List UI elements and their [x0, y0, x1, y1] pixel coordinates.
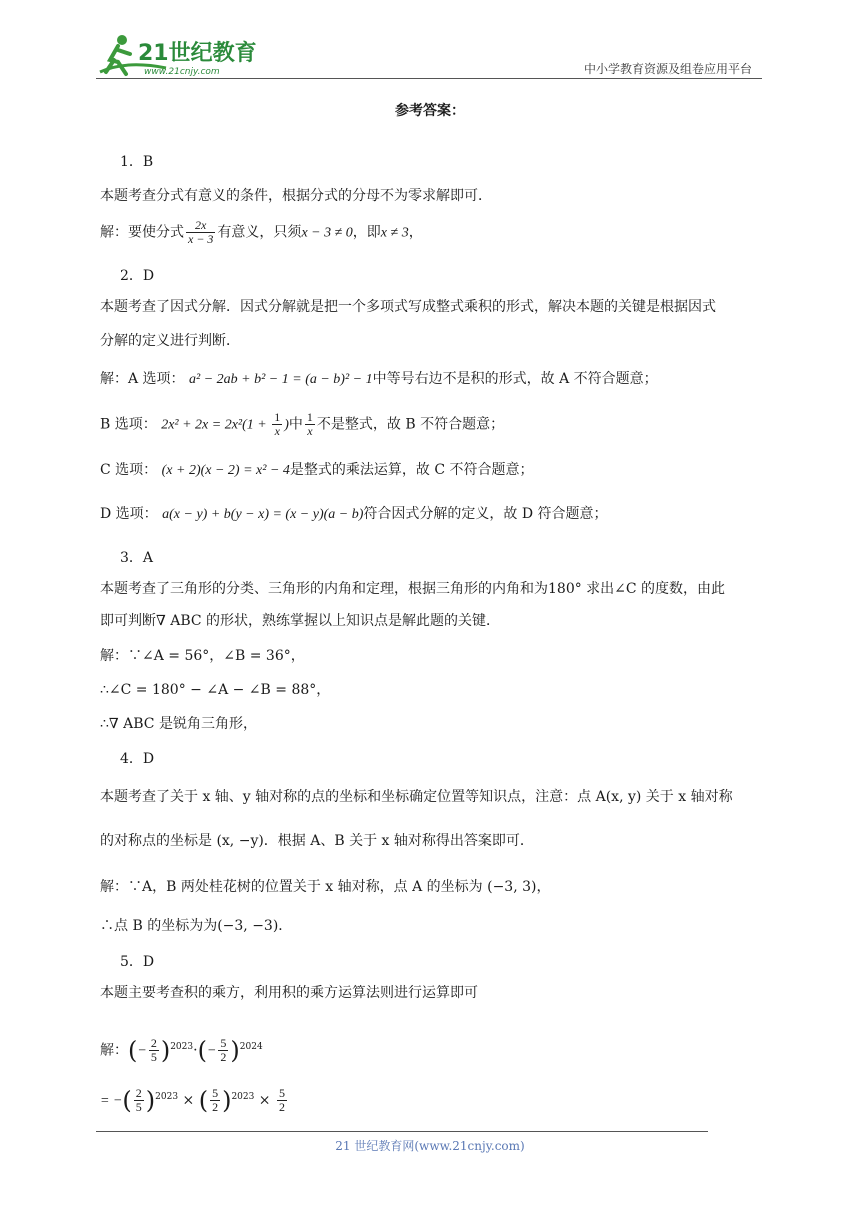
- q3-step3: ∴∇ ABC 是锐角三角形，: [100, 716, 257, 732]
- q2-option-b: [100, 411, 504, 438]
- q4-step2: ∴点 B 的坐标为为(−3, −3)．: [100, 918, 293, 934]
- page-footer: 21 世纪教育网(www.21cnjy.com): [335, 1139, 525, 1153]
- q5-exponent-2: 2024: [239, 1042, 263, 1052]
- q1-fraction-numerator: 2x: [186, 219, 215, 233]
- q5-exponent-3: 2023: [155, 1092, 179, 1102]
- q5-step1-prefix: 解：: [100, 1042, 128, 1059]
- q1-solution-prefix: 解：要使分式: [100, 224, 184, 241]
- q1-solution-mid: 有意义，只须: [217, 224, 302, 241]
- platform-name: 中小学教育资源及组卷应用平台: [583, 62, 752, 76]
- q4-step1: 解：∵A，B 两处桂花树的位置关于 x 轴对称，点 A 的坐标为 (−3, 3)，: [100, 879, 551, 895]
- q2-description-line2: 分解的定义进行判断．: [100, 333, 240, 349]
- q1-result: x ≠ 3: [380, 225, 409, 241]
- footer-divider: [96, 1131, 708, 1132]
- q2-number: 2．D: [120, 268, 155, 284]
- q2-option-d-label: D 选项：: [100, 506, 158, 522]
- q2-option-b-fraction: $\frac{1}{x}$: [274, 410, 281, 438]
- logo-text: 21世纪教育: [138, 41, 257, 66]
- q2-option-c-text: 是整式的乘法运算，故 C 不符合题意；: [289, 462, 534, 478]
- q2-option-c-label: C 选项：: [100, 462, 158, 478]
- q1-fraction-denominator: x − 3: [188, 232, 214, 246]
- q5-number: 5．D: [120, 954, 155, 970]
- q4-description-line2: 的对称点的坐标是 (x, −y)．根据 A、B 关于 x 轴对称得出答案即可．: [100, 833, 534, 849]
- page-title: 参考答案：: [395, 103, 465, 119]
- q2-option-a-text: 中等号右边不是积的形式，故 A 不符合题意；: [372, 371, 658, 387]
- q2-option-d: [100, 503, 608, 526]
- q3-step1: 解：∵∠A = 56°，∠B = 36°，: [100, 648, 305, 664]
- q5-description: 本题主要考查积的乘方，利用积的乘方运算法则进行运算即可: [100, 985, 478, 1001]
- q3-description-line2: 即可判断∇ ABC 的形状，熟练掌握以上知识点是解此题的关键．: [100, 613, 501, 629]
- q2-option-b-expression-right: ): [284, 417, 289, 433]
- logo-url: www.21cnjy.com: [144, 67, 220, 77]
- q2-option-c-expression: (x + 2)(x − 2) = x² − 4: [161, 463, 290, 478]
- q2-option-a: [100, 368, 658, 391]
- q5-fraction-e: $\frac{5}{2}$: [279, 1086, 285, 1115]
- q3-step2: ∴∠C = 180° − ∠A − ∠B = 88°，: [100, 682, 331, 698]
- q5-fraction-b: $\frac{5}{2}$: [220, 1036, 227, 1065]
- q1-solution-end: ，: [408, 224, 423, 241]
- q5-fraction-a: $\frac{2}{5}$: [150, 1036, 157, 1065]
- q2-option-b-expression-left: 2x² + 2x = 2x²(1 +: [161, 417, 271, 433]
- q2-option-b-text: 不是整式，故 B 不符合题意；: [316, 416, 505, 433]
- q2-option-d-expression: a(x − y) + b(y − x) = (x − y)(a − b): [162, 507, 364, 522]
- header-divider: [96, 78, 762, 79]
- q1-solution-tail: ，即: [352, 224, 381, 241]
- q5-step2: = −( $\frac{2}{5}$ )$^{2023}$ × ( $\frac{5}{2}$ )$^{2023}$ × $\frac{5}{2}$: [100, 1086, 285, 1115]
- q2-option-b-fraction2: $\frac{1}{x}$: [306, 410, 313, 438]
- q1-description: 本题考查分式有意义的条件，根据分式的分母不为零求解即可．: [100, 188, 492, 204]
- q1-solution: [100, 219, 423, 246]
- q2-option-b-mid: 中: [288, 416, 303, 433]
- q2-option-a-label: 解：A 选项：: [100, 371, 185, 387]
- q5-exponent-1: 2023: [170, 1042, 194, 1052]
- q5-step1: 解：(− $\frac{2}{5}$ )$^{2023}$·(− $\frac{5}{2}$ )$^{2024}$: [100, 1036, 263, 1065]
- q5-exponent-4: 2023: [231, 1092, 255, 1102]
- logo-icon: [96, 30, 266, 80]
- q2-option-a-expression: a² − 2ab + b² − 1 = (a − b)² − 1: [189, 372, 373, 387]
- q3-number: 3．A: [120, 550, 154, 566]
- q2-option-c: [100, 459, 534, 482]
- q5-fraction-d: $\frac{5}{2}$: [212, 1086, 219, 1115]
- q5-fraction-c: $\frac{2}{5}$: [135, 1086, 142, 1115]
- q4-description-line1: 本题考查了关于 x 轴、y 轴对称的点的坐标和坐标确定位置等知识点，注意：点 A(x, y) 关于 x 轴对称: [100, 789, 733, 805]
- q4-number: 4．D: [120, 751, 155, 767]
- q3-description-line1: 本题考查了三角形的分类、三角形的内角和定理，根据三角形的内角和为180° 求出∠C 的度数，由此: [100, 581, 726, 597]
- q1-number: 1．B: [120, 154, 154, 170]
- q1-fraction: [186, 219, 215, 246]
- q2-option-d-text: 符合因式分解的定义，故 D 符合题意；: [363, 506, 608, 522]
- page-header: [96, 30, 760, 82]
- q2-option-b-label: B 选项：: [100, 416, 157, 433]
- q1-condition: x − 3 ≠ 0: [301, 225, 353, 241]
- q2-description-line1: 本题考查了因式分解．因式分解就是把一个多项式写成整式乘积的形式，解决本题的关键是根据因式: [100, 299, 716, 315]
